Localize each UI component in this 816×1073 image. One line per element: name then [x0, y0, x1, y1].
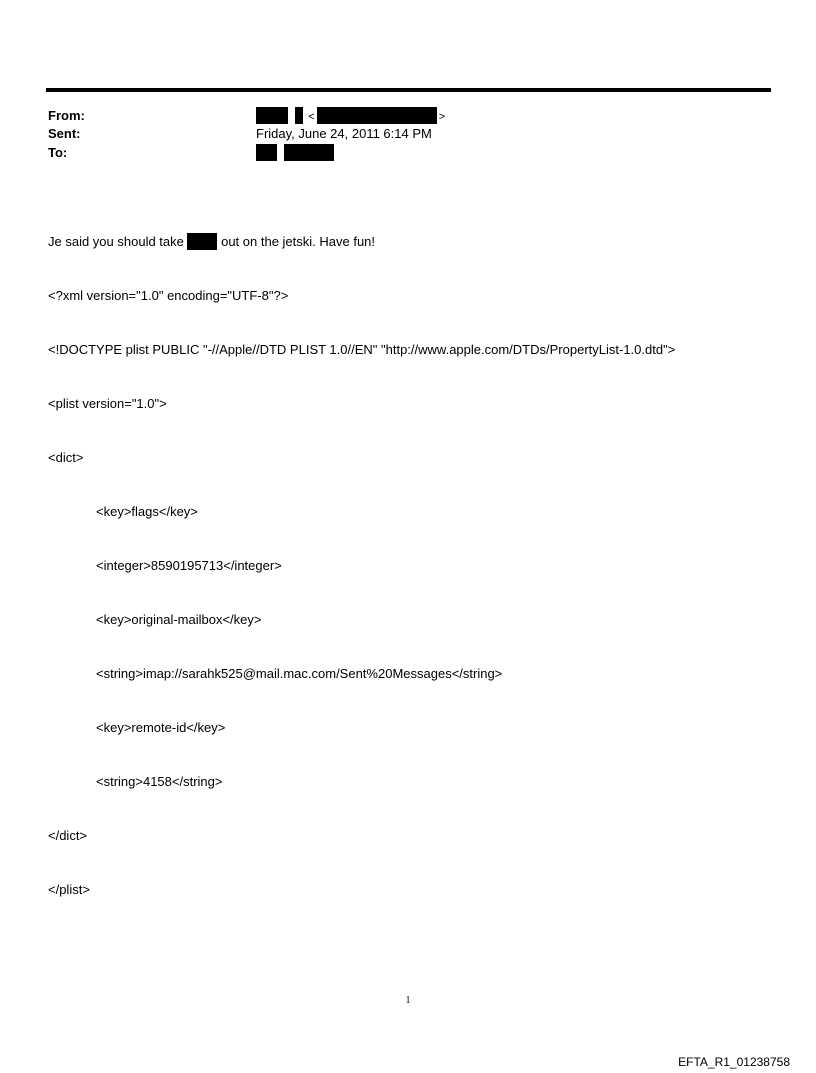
redaction-block — [284, 144, 334, 161]
sent-value: Friday, June 24, 2011 6:14 PM — [256, 126, 432, 141]
from-close-bracket: > — [438, 111, 446, 123]
xml-line: </dict> — [48, 828, 88, 843]
xml-line: <string>4158</string> — [96, 774, 223, 789]
xml-line: <?xml version="1.0" encoding="UTF-8"?> — [48, 288, 289, 303]
xml-line: <plist version="1.0"> — [48, 396, 167, 411]
xml-line: <integer>8590195713</integer> — [96, 558, 282, 573]
sent-label: Sent: — [48, 126, 81, 141]
message-text-after: out on the jetski. Have fun! — [217, 234, 376, 249]
message-text-before: Je said you should take — [48, 234, 188, 249]
xml-line: <key>remote-id</key> — [96, 720, 226, 735]
redaction-block — [256, 144, 277, 161]
redaction-block — [187, 233, 217, 250]
xml-line: <!DOCTYPE plist PUBLIC "-//Apple//DTD PLIST 1.0//EN" "http://www.apple.com/DTDs/PropertyList-1.0.dtd"> — [48, 342, 676, 357]
redaction-block — [295, 107, 303, 124]
page-number: 1 — [405, 995, 411, 1006]
xml-line: <key>original-mailbox</key> — [96, 612, 262, 627]
from-open-bracket: < — [308, 111, 315, 123]
header-divider — [46, 88, 771, 92]
xml-line: <key>flags</key> — [96, 504, 198, 519]
from-label: From: — [48, 108, 85, 123]
xml-line: <string>imap://sarahk525@mail.mac.com/Sent%20Messages</string> — [96, 666, 503, 681]
to-label: To: — [48, 145, 68, 160]
xml-line: <dict> — [48, 450, 84, 465]
redaction-block — [317, 107, 437, 124]
from-value — [256, 107, 447, 126]
document-id: EFTA_R1_01238758 — [678, 1055, 790, 1069]
message-body — [48, 197, 675, 935]
message-line — [48, 233, 675, 251]
xml-line: </plist> — [48, 882, 90, 897]
redaction-block — [256, 107, 288, 124]
to-value — [256, 144, 334, 162]
